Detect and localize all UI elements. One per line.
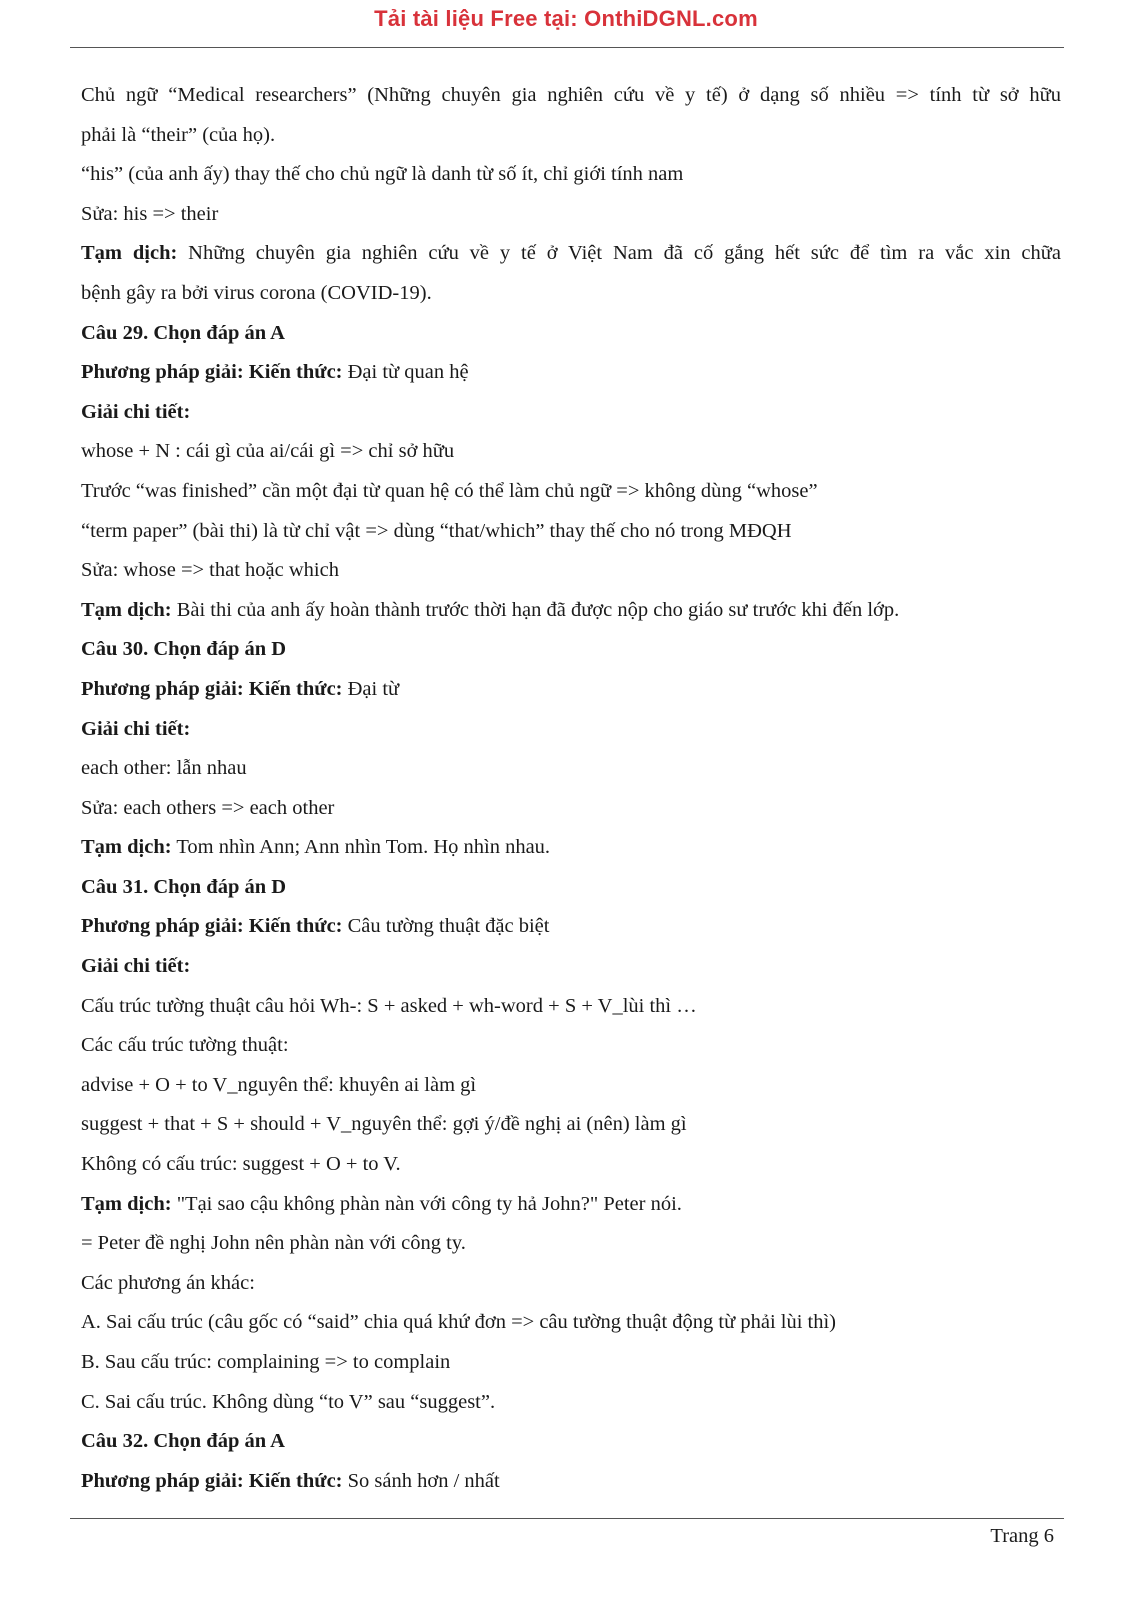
bold-label: Câu 29. Chọn đáp án A	[81, 321, 285, 344]
text-line	[81, 195, 1061, 235]
text-line	[81, 1145, 1061, 1185]
text-line	[81, 393, 1061, 433]
text-line	[81, 1185, 1061, 1225]
text-line	[81, 155, 1061, 195]
line-text: each other: lẫn nhau	[81, 757, 247, 780]
bold-label: Giải chi tiết:	[81, 717, 191, 740]
line-text: Những chuyên gia nghiên cứu về y tế ở Việt Nam đã cố gắng hết sức để tìm ra vắc xin chữa	[177, 242, 1061, 265]
line-text: Đại từ quan hệ	[342, 361, 469, 384]
line-text: "Tại sao cậu không phàn nàn với công ty hả John?" Peter nói.	[171, 1192, 682, 1215]
line-text: Chủ ngữ “Medical researchers” (Những chuyên gia nghiên cứu về y tế) ở dạng số nhiều => tính từ sở hữu	[81, 84, 1061, 106]
text-line	[81, 512, 1061, 552]
text-line	[81, 353, 1061, 393]
line-text: Sửa: each others => each other	[81, 796, 335, 819]
bold-label: Câu 30. Chọn đáp án D	[81, 638, 287, 661]
line-text: Các cấu trúc tường thuật:	[81, 1034, 289, 1057]
bold-label: Giải chi tiết:	[81, 400, 191, 423]
line-text: = Peter đề nghị John nên phàn nàn với công ty.	[81, 1232, 466, 1255]
line-text: suggest + that + S + should + V_nguyên thể: gợi ý/đề nghị ai (nên) làm gì	[81, 1113, 687, 1136]
bold-label: Tạm dịch:	[81, 836, 172, 859]
bold-label: Câu 32. Chọn đáp án A	[81, 1430, 285, 1453]
line-text: Các phương án khác:	[81, 1271, 255, 1294]
page-number: Trang 6	[990, 1525, 1054, 1547]
text-line	[81, 1264, 1061, 1304]
text-line	[81, 1105, 1061, 1145]
line-text: Sửa: his => their	[81, 202, 219, 225]
text-line	[81, 630, 1061, 670]
bold-label: Tạm dịch:	[81, 1192, 172, 1215]
text-line	[81, 1066, 1061, 1106]
text-line	[81, 749, 1061, 789]
text-line	[81, 591, 1061, 631]
line-text: phải là “their” (của họ).	[81, 123, 276, 146]
line-text: B. Sau cấu trúc: complaining => to complain	[81, 1351, 451, 1373]
text-line	[81, 234, 1061, 274]
site-banner: Tải tài liệu Free tại: OnthiDGNL.com	[374, 6, 758, 31]
text-line	[81, 274, 1061, 314]
bold-label: Câu 31. Chọn đáp án D	[81, 875, 287, 898]
text-line	[81, 1422, 1061, 1462]
text-line	[81, 1462, 1061, 1502]
line-text: Bài thi của anh ấy hoàn thành trước thời hạn đã được nộp cho giáo sư trước khi đến lớp.	[171, 598, 900, 621]
text-line	[81, 116, 1061, 156]
line-text: So sánh hơn / nhất	[342, 1469, 500, 1492]
text-line	[81, 947, 1061, 987]
text-line	[81, 314, 1061, 354]
line-text: advise + O + to V_nguyên thể: khuyên ai làm gì	[81, 1073, 477, 1096]
line-text: Tom nhìn Ann; Ann nhìn Tom. Họ nhìn nhau.	[171, 836, 551, 859]
line-text: “term paper” (bài thi) là từ chỉ vật => dùng “that/which” thay thế cho nó trong MĐQH	[81, 519, 792, 542]
line-text: Đại từ	[342, 677, 400, 700]
text-line	[81, 551, 1061, 591]
footer-divider	[70, 1518, 1064, 1519]
text-line	[81, 76, 1061, 116]
text-line	[81, 1343, 1061, 1383]
bold-label: Giải chi tiết:	[81, 955, 191, 978]
text-line	[81, 472, 1061, 512]
text-line	[81, 1383, 1061, 1423]
text-line	[81, 1303, 1061, 1343]
line-text: “his” (của anh ấy) thay thế cho chủ ngữ là danh từ số ít, chỉ giới tính nam	[81, 163, 684, 186]
bold-label: Phương pháp giải: Kiến thức:	[81, 361, 343, 384]
text-line	[81, 432, 1061, 472]
line-text: whose + N : cái gì của ai/cái gì => chỉ sở hữu	[81, 440, 455, 463]
bold-label: Phương pháp giải: Kiến thức:	[81, 915, 343, 938]
line-text: Cấu trúc tường thuật câu hỏi Wh-: S + asked + wh-word + S + V_lùi thì …	[81, 994, 697, 1017]
text-line	[81, 907, 1061, 947]
bold-label: Phương pháp giải: Kiến thức:	[81, 677, 343, 700]
text-line	[81, 1026, 1061, 1066]
text-line	[81, 828, 1061, 868]
header-divider	[70, 47, 1064, 48]
line-text: bệnh gây ra bởi virus corona (COVID-19).	[81, 281, 432, 304]
bold-label: Tạm dịch:	[81, 598, 172, 621]
text-line	[81, 868, 1061, 908]
line-text: Không có cấu trúc: suggest + O + to V.	[81, 1153, 401, 1176]
bold-label: Tạm dịch:	[81, 242, 178, 265]
line-text: Sửa: whose => that hoặc which	[81, 559, 339, 582]
text-line	[81, 1224, 1061, 1264]
bold-label: Phương pháp giải: Kiến thức:	[81, 1469, 343, 1492]
line-text: Câu tường thuật đặc biệt	[342, 915, 550, 938]
text-line	[81, 987, 1061, 1027]
text-line	[81, 670, 1061, 710]
line-text: Trước “was finished” cần một đại từ quan hệ có thể làm chủ ngữ => không dùng “whose”	[81, 479, 818, 502]
line-text: C. Sai cấu trúc. Không dùng “to V” sau “suggest”.	[81, 1390, 496, 1413]
line-text: A. Sai cấu trúc (câu gốc có “said” chia quá khứ đơn => câu tường thuật động từ phải lùi thì)	[81, 1311, 836, 1334]
text-line	[81, 710, 1061, 750]
document-body	[81, 76, 1061, 1501]
text-line	[81, 789, 1061, 829]
